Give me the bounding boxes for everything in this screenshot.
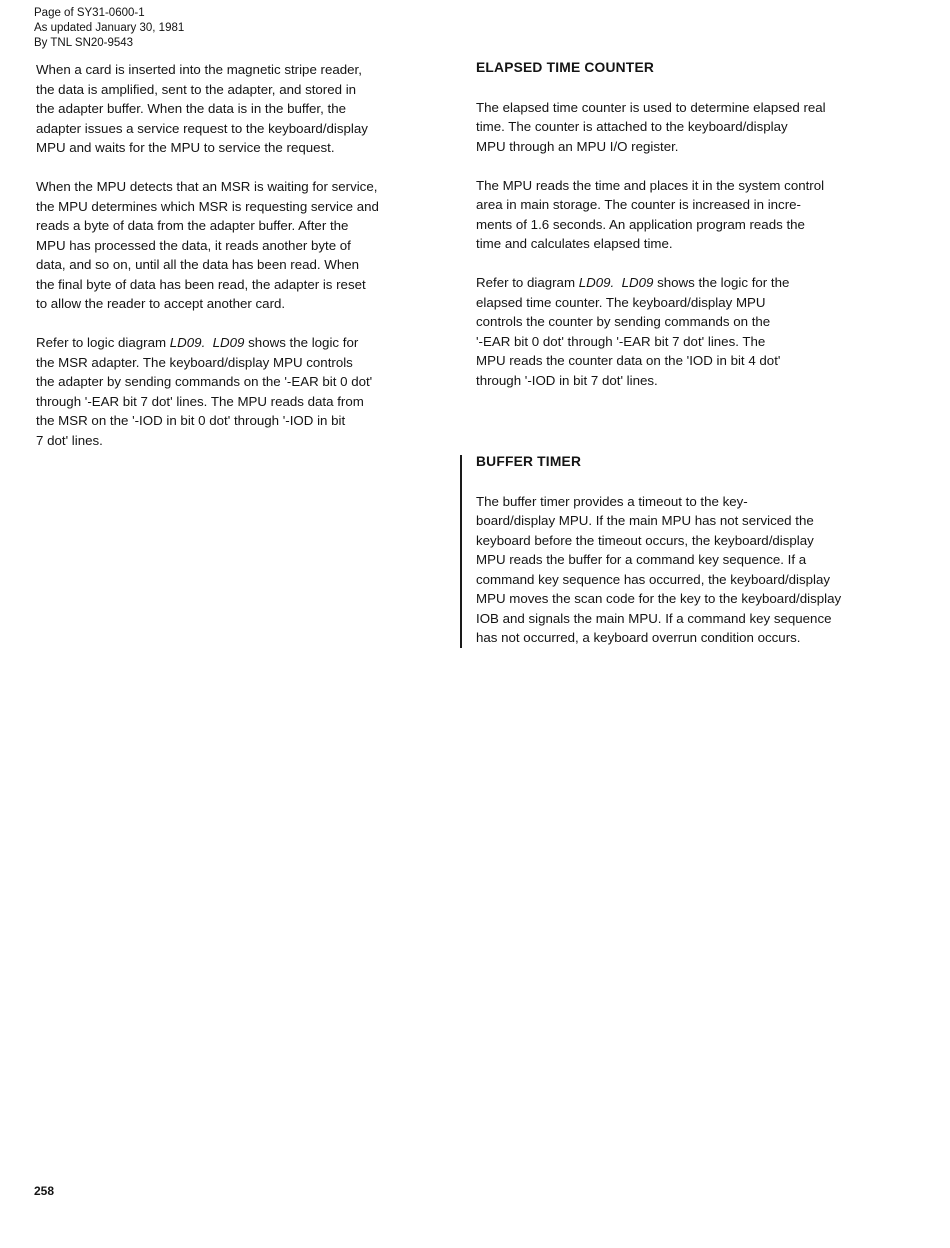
text-line: ments of 1.6 seconds. An application program reads the xyxy=(476,216,805,232)
text-line: IOB and signals the main MPU. If a command key sequence xyxy=(476,610,832,626)
header-line-3: By TNL SN20-9543 xyxy=(34,37,134,49)
text-line: The buffer timer provides a timeout to the key- xyxy=(476,493,748,509)
text-line: the MPU determines which MSR is requesting service and xyxy=(36,198,379,214)
elapsed-paragraph-1 xyxy=(476,98,896,157)
text-line: When a card is inserted into the magnetic stripe reader, xyxy=(36,62,362,77)
text-line: through '-EAR bit 7 dot' lines. The MPU reads data from xyxy=(36,393,364,409)
revision-bar xyxy=(460,455,462,648)
text-line: MPU through an MPU I/O register. xyxy=(476,138,679,154)
msr-paragraph-3 xyxy=(36,333,446,450)
text-line: the final byte of data has been read, the adapter is reset xyxy=(36,276,366,292)
text-run: Refer to diagram xyxy=(476,275,579,290)
text-line: the MSR on the '-IOD in bit 0 dot' through '-IOD in bit xyxy=(36,413,346,428)
section-heading: ELAPSED TIME COUNTER xyxy=(476,60,655,75)
msr-paragraph-1 xyxy=(36,60,446,158)
text-line: command key sequence has occurred, the keyboard/display xyxy=(476,571,831,587)
elapsed-paragraph-2 xyxy=(476,176,896,254)
text-line: MPU and waits for the MPU to service the request. xyxy=(36,140,335,155)
text-line: time. The counter is attached to the keyboard/display xyxy=(476,119,788,134)
text-line xyxy=(476,273,896,293)
buffer-paragraph-1 xyxy=(476,492,896,648)
text-line: MPU has processed the data, it reads another byte of xyxy=(36,237,351,253)
text-line: has not occurred, a keyboard overrun condition occurs. xyxy=(476,630,801,645)
text-run xyxy=(205,335,212,350)
text-line: the data is amplified, sent to the adapter, and stored in xyxy=(36,81,357,97)
text-line: '-EAR bit 0 dot' through '-EAR bit 7 dot' lines. The xyxy=(476,333,766,349)
buffer-timer-section xyxy=(476,452,896,667)
text-run xyxy=(614,275,621,290)
header-line-2: As updated January 30, 1981 xyxy=(34,22,185,34)
text-line: When the MPU detects that an MSR is waiting for service, xyxy=(36,179,378,194)
diagram-reference: LD09. xyxy=(169,335,206,350)
msr-paragraph-2 xyxy=(36,177,446,314)
page-header xyxy=(34,6,184,51)
text-run: Refer to logic diagram xyxy=(36,335,170,350)
diagram-reference: LD09 xyxy=(621,275,654,290)
text-line: area in main storage. The counter is increased in incre- xyxy=(476,197,801,212)
text-line: MPU reads the buffer for a command key sequence. If a xyxy=(476,552,807,567)
text-line: 7 dot' lines. xyxy=(36,432,103,448)
text-line: through '-IOD in bit 7 dot' lines. xyxy=(476,372,658,388)
text-line: The MPU reads the time and places it in the system control xyxy=(476,177,825,193)
text-line: to allow the reader to accept another card. xyxy=(36,296,286,311)
text-line: the adapter buffer. When the data is in the buffer, the xyxy=(36,101,346,116)
elapsed-time-counter-section xyxy=(476,58,896,410)
text-line: adapter issues a service request to the keyboard/display xyxy=(36,120,368,136)
page-number: 258 xyxy=(34,1184,55,1198)
diagram-reference: LD09. xyxy=(578,275,615,290)
text-line: the adapter by sending commands on the '-EAR bit 0 dot' xyxy=(36,374,373,389)
text-line: MPU reads the counter data on the 'IOD in bit 4 dot' xyxy=(476,353,781,368)
text-line: keyboard before the timeout occurs, the keyboard/display xyxy=(476,532,814,548)
text-line: board/display MPU. If the main MPU has not serviced the xyxy=(476,513,814,528)
elapsed-paragraph-3 xyxy=(476,273,896,390)
text-line: controls the counter by sending commands on the xyxy=(476,314,771,329)
text-line: elapsed time counter. The keyboard/display MPU xyxy=(476,294,766,310)
text-line: reads a byte of data from the adapter buffer. After the xyxy=(36,218,349,233)
text-line xyxy=(36,333,446,353)
text-line: the MSR adapter. The keyboard/display MPU controls xyxy=(36,354,353,370)
text-line: data, and so on, until all the data has been read. When xyxy=(36,257,360,272)
text-run: shows the logic for xyxy=(244,335,359,350)
text-line: time and calculates elapsed time. xyxy=(476,236,673,251)
section-heading: BUFFER TIMER xyxy=(476,454,582,469)
text-line: The elapsed time counter is used to determine elapsed real xyxy=(476,99,826,115)
text-line: MPU moves the scan code for the key to the keyboard/display xyxy=(476,591,842,606)
diagram-reference: LD09 xyxy=(212,335,245,350)
text-run: shows the logic for the xyxy=(653,275,790,290)
header-line-1: Page of SY31-0600-1 xyxy=(34,7,145,19)
left-column xyxy=(36,60,446,470)
